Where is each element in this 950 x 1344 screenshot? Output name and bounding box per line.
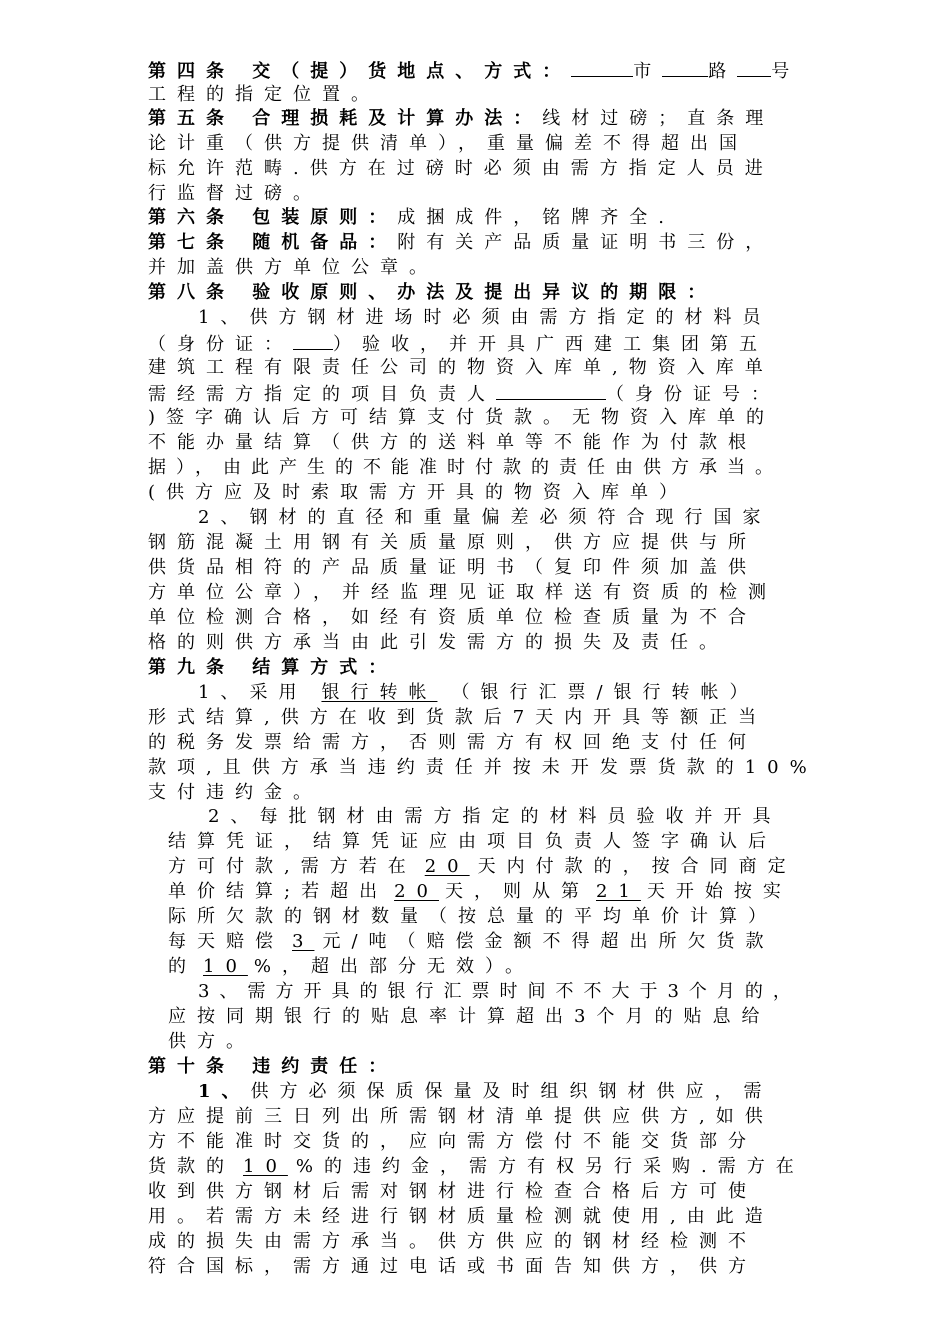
art9-p1-line5: 支付违约金。 <box>148 782 322 803</box>
art8-line9: 2、钢材的直径和重量偏差必须符合现行国家 <box>198 507 772 528</box>
art10-line6: 用。若需方未经进行钢材质量检测就使用,由此造 <box>148 1206 774 1227</box>
art9-p3-line3: 供方。 <box>168 1031 255 1052</box>
project-leader-blank <box>496 381 606 400</box>
art8-line14: 格的则供方承当由此引发需方的损失及责任。 <box>148 632 728 653</box>
daily-compensation: 3 <box>292 931 315 952</box>
art9-p2-line1: 2、每批钢材由需方指定的材料员验收并开具 <box>208 806 782 827</box>
art7-heading: 第七条 随机备品： <box>148 232 398 253</box>
art8-line12: 方单位公章），并经监理见证取样送有资质的检测 <box>148 582 777 603</box>
art8-line2: （身份证： ）验收，并开具广西建工集团第五 <box>148 331 858 357</box>
art5-heading: 第五条 合理损耗及计算办法： <box>148 108 543 129</box>
art8-line5: )签字确认后方可结算支付货款。无物资入库单的 <box>148 407 776 428</box>
art9-p3-line2: 应按同期银行的贴息率计算超出3个月的贴息给 <box>168 1006 771 1027</box>
art9-heading: 第九条 结算方式： <box>148 657 398 678</box>
art9-p1-line4: 款项,且供方承当违约责任并按未开发票货款的10% <box>148 757 818 778</box>
art9-p1-line3: 的税务发票给需方，否则需方有权回绝支付任何 <box>148 732 757 753</box>
art7-line1: 第七条 随机备品：附有关产品质量证明书三份， <box>148 232 775 253</box>
art10-heading: 第十条 违约责任： <box>148 1056 398 1077</box>
art9-p2-line7: 的 10 %，超出部分无效）。 <box>168 956 535 977</box>
art10-line3: 方不能准时交货的，应向需方偿付不能交货部分 <box>148 1131 757 1152</box>
art6-line1: 第六条 包装原则：成捆成件，铭牌齐全. <box>148 207 676 228</box>
art8-line7: 据），由此产生的不能准时付款的责任由供方承当。 <box>148 457 783 478</box>
art6-heading: 第六条 包装原则： <box>148 207 398 228</box>
art8-line11: 供货品相符的产品质量证明书（复印件须加盖供 <box>148 557 757 578</box>
art9-p2-line2: 结算凭证，结算凭证应由项目负责人签字确认后 <box>168 831 777 852</box>
art8-line10: 钢筋混凝土用钢有关质量原则，供方应提供与所 <box>148 532 757 553</box>
art5-line3: 标允许范畴.供方在过磅时必须由需方指定人员进 <box>148 158 774 179</box>
default-penalty-percent: 10 <box>243 1156 288 1177</box>
art9-p2-line5: 际所欠款的钢材数量（按总量的平均单价计算） <box>168 906 777 927</box>
road-blank <box>662 58 708 77</box>
art8-line8: (供方应及时索取需方开具的物资入库单） <box>148 482 689 503</box>
art8-line4: 需经需方指定的项目负责人 （身份证号： <box>148 381 858 407</box>
art5-line2: 论计重（供方提供清单），重量偏差不得超出国 <box>148 133 748 154</box>
art10-line2: 方应提前三日列出所需钢材清单提供应供方,如供 <box>148 1106 774 1127</box>
payment-method: 银行转帐 <box>321 682 438 703</box>
art8-line1: 1、供方钢材进场时必须由需方指定的材料员 <box>198 307 772 328</box>
art8-heading: 第八条 验收原则、办法及提出异议的期限： <box>148 282 717 303</box>
art4-line2: 工程的指定位置。 <box>148 84 380 105</box>
art9-p1-line2: 形式结算,供方在收到货款后7天内开具等额正当 <box>148 707 768 728</box>
art4-line1: 第四条 交（提）货地点、方式： 市 路 号 <box>148 58 858 84</box>
number-blank <box>737 58 771 77</box>
art9-p3-line1: 3、需方开具的银行汇票时间不不大于3个月的， <box>198 981 801 1002</box>
art9-p2-line6: 每天赔偿 3 元/吨（赔偿金额不得超出所欠货款 <box>168 931 775 952</box>
art4-heading: 第四条 交（提）货地点、方式： <box>148 61 572 82</box>
overdue-days: 20 <box>394 881 439 902</box>
art10-line8: 符合国标，需方通过电话或书面告知供方，供方 <box>148 1256 757 1277</box>
art9-p2-line3: 方可付款,需方若在 20 天内付款的，按合同商定 <box>168 856 797 877</box>
city-blank <box>571 58 633 77</box>
art8-line3: 建筑工程有限责任公司的物资入库单,物资入库单 <box>148 357 774 378</box>
art10-line5: 收到供方钢材后需对钢材进行检查合格后方可使 <box>148 1181 757 1202</box>
payment-days: 20 <box>424 856 470 877</box>
art10-line1: 1、供方必须保质保量及时组织钢材供应，需 <box>198 1081 773 1102</box>
art7-line2: 并加盖供方单位公章。 <box>148 257 438 278</box>
penalty-start-day: 21 <box>595 881 641 902</box>
compensation-cap-percent: 10 <box>203 956 248 977</box>
id-card-blank <box>293 331 333 350</box>
art10-line7: 成的损失由需方承当。供方供应的钢材经检测不 <box>148 1231 757 1252</box>
art9-p2-line4: 单价结算;若超出 20 天，则从第 21 天开始按实 <box>168 881 792 902</box>
art8-line6: 不能办量结算（供方的送料单等不能作为付款根 <box>148 432 757 453</box>
art9-p1-line1: 1、采用 银行转帐 （银行汇票/银行转帐） <box>198 682 759 703</box>
art10-line4: 货款的 10 %的违约金，需方有权另行采购.需方在 <box>148 1156 805 1177</box>
art5-line1: 第五条 合理损耗及计算办法：线材过磅；直条理 <box>148 108 775 129</box>
art8-line13: 单位检测合格，如经有资质单位检查质量为不合 <box>148 607 757 628</box>
art5-line4: 行监督过磅。 <box>148 183 322 204</box>
